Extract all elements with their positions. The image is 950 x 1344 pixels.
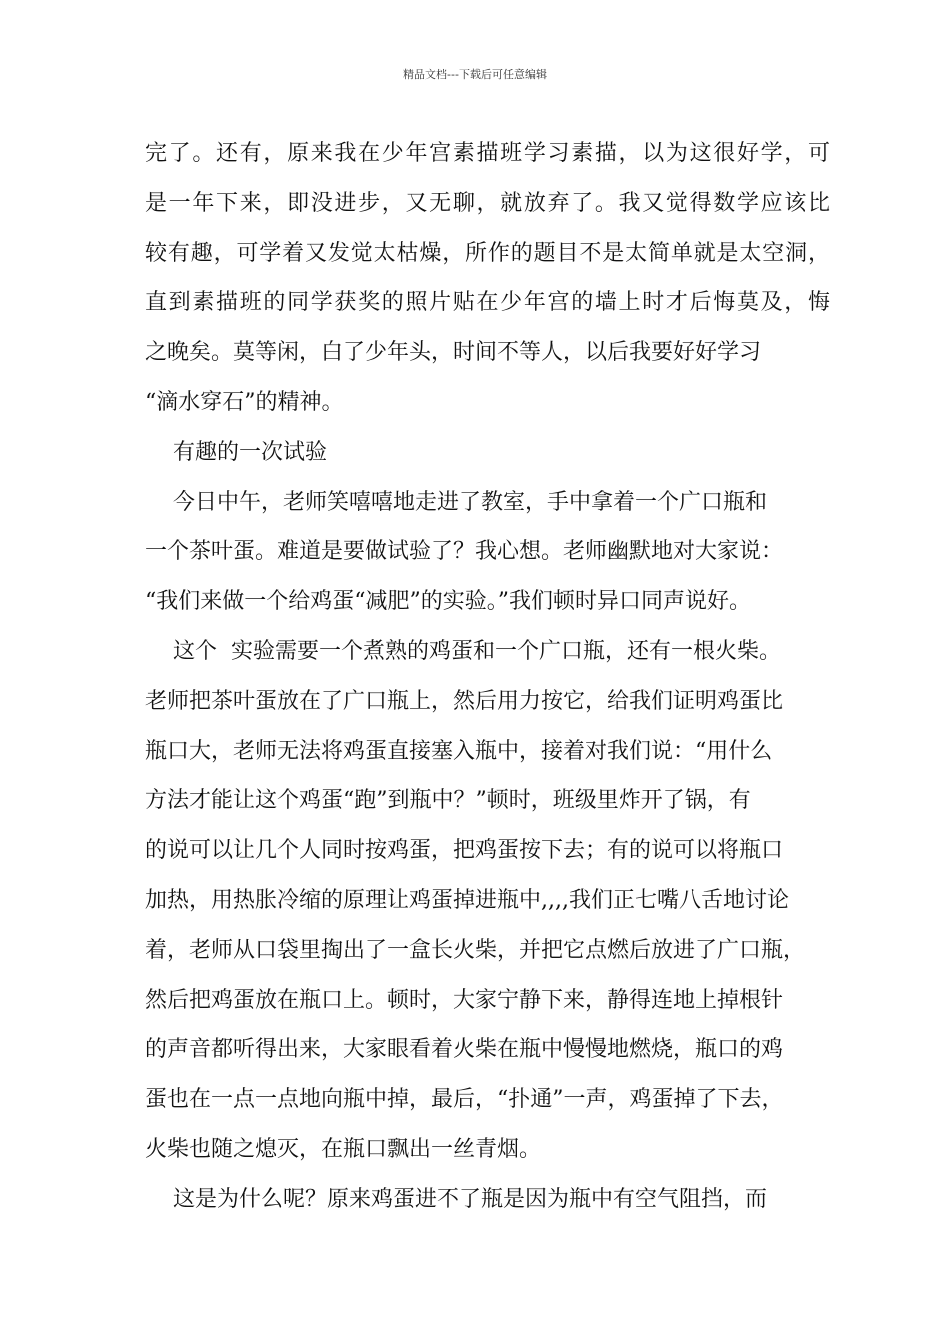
text-line: “滴水穿石”的精神。 [145,389,344,415]
text-line: 着，老师从口袋里掏出了一盒长火柴，并把它点燃后放进了广口瓶， [145,937,806,963]
text-line: 瓶口大，老师无法将鸡蛋直接塞入瓶中，接着对我们说：“用什么 [145,738,773,764]
text-line: 这是为什么呢？原来鸡蛋进不了瓶是因为瓶中有空气阻挡，而 [145,1186,767,1212]
text-line: 火柴也随之熄灭，在瓶口飘出一丝青烟。 [145,1136,542,1162]
text-line: “我们来做一个给鸡蛋“减肥”的实验。”我们顿时异口同声说好。 [145,589,751,615]
text-line: 一个茶叶蛋。难道是要做试验了？我心想。老师幽默地对大家说： [145,539,784,565]
text-line: 加热，用热胀冷缩的原理让鸡蛋掉进瓶中,,,,我们正七嘴八舌地讨论 [145,887,789,913]
text-line: 的声音都听得出来，大家眼看着火柴在瓶中慢慢地燃烧，瓶口的鸡 [145,1037,784,1063]
text-line: 之晚矣。莫等闲，白了少年头，时间不等人，以后我要好好学习 [145,340,762,366]
text-line: 的说可以让几个人同时按鸡蛋，把鸡蛋按下去；有的说可以将瓶口 [145,838,784,864]
text-line: 老师把茶叶蛋放在了广口瓶上，然后用力按它，给我们证明鸡蛋比 [145,688,784,714]
text-line: 方法才能让这个鸡蛋“跑”到瓶中？”顿时，班级里炸开了锅，有 [145,788,751,814]
text-line: 有趣的一次试验 [145,439,327,465]
text-line: 然后把鸡蛋放在瓶口上。顿时，大家宁静下来，静得连地上掉根针 [145,987,784,1013]
text-line: 完了。还有，原来我在少年宫素描班学习素描，以为这很好学，可 [145,141,830,166]
text-line: 蛋也在一点一点地向瓶中掉，最后，“扑通”一声，鸡蛋掉了下去， [145,1087,784,1113]
text-line: 较有趣，可学着又发觉太枯燥，所作的题目不是太简单就是太空洞， [145,240,830,266]
document-body [145,129,830,1225]
text-line: 直到素描班的同学获奖的照片贴在少年宫的墙上时才后悔莫及，悔 [145,290,830,316]
page-header: 精品文档---下载后可任意编辑 [403,68,547,81]
text-line: 这个 实验需要一个煮熟的鸡蛋和一个广口瓶，还有一根火柴。 [145,638,781,664]
text-line: 今日中午，老师笑嘻嘻地走进了教室，手中拿着一个广口瓶和 [145,489,767,515]
text-line: 是一年下来，即没进步，又无聊，就放弃了。我又觉得数学应该比 [145,190,830,216]
